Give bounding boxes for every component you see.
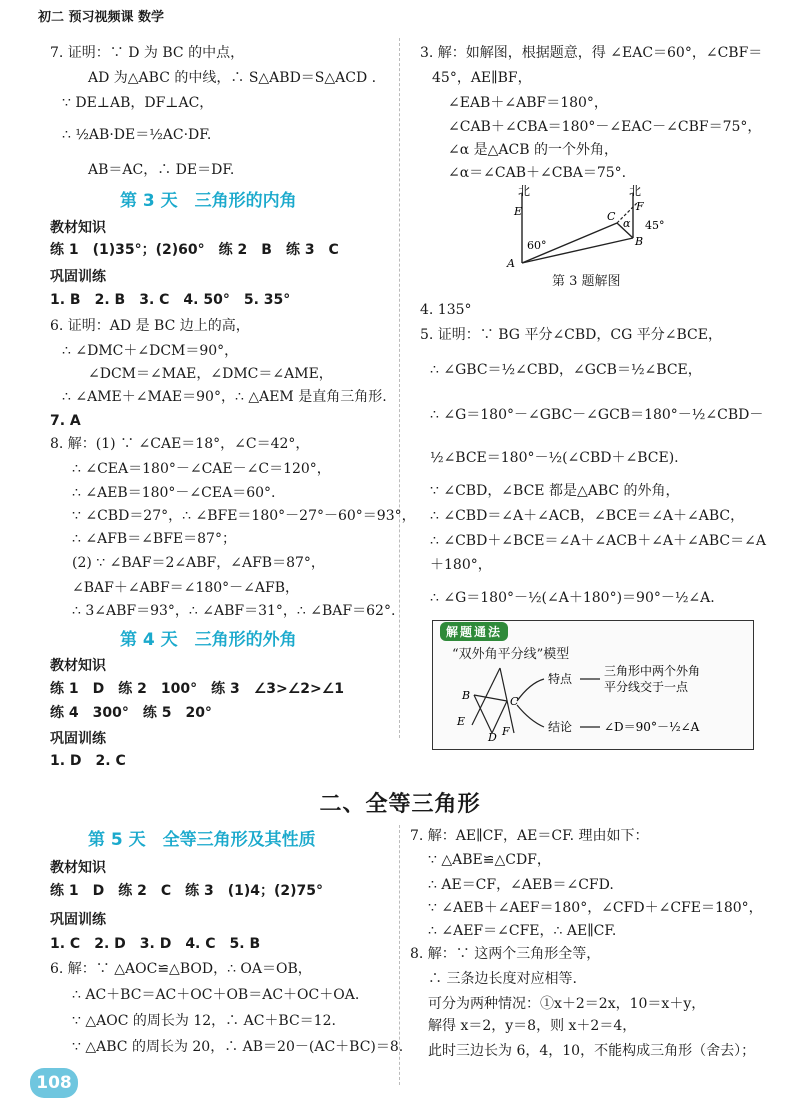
answer-line: ∠CAB＋∠CBA＝180°－∠EAC－∠CBF＝75°， [448, 119, 762, 135]
point-label: E [514, 205, 523, 218]
answer-line: ∵ ∠AEB＋∠AEF＝180°，∠CFD＋∠CFE＝180°， [428, 900, 763, 916]
tip-result: ∠D＝90°－½∠A [604, 720, 700, 734]
answer-line: ∴ ∠CEA＝180°－∠CAE－∠C＝120°， [72, 461, 331, 477]
method-tip-tag: 解题通法 [440, 622, 508, 641]
north-label: 北 [629, 185, 642, 198]
answer-line: ∴ ∠DMC＋∠DCM＝90°， [62, 343, 239, 359]
point-label: F [636, 200, 644, 213]
answer-line: 5. 证明：∵ BG 平分∠CBD，CG 平分∠BCE， [420, 327, 722, 343]
answer-line: ∵ ∠CBD，∠BCE 都是△ABC 的外角， [430, 483, 680, 499]
section-title-day3: 第 3 天 三角形的内角 [120, 191, 297, 211]
subheading: 教材知识 [50, 220, 106, 236]
answer-line: 练 1 (1)35°；(2)60° 练 2 B 练 3 C [50, 242, 339, 258]
point-label: B [462, 689, 471, 702]
answer-line: 4. 135° [420, 302, 472, 318]
answer-line: 45°，AE∥BF， [432, 70, 532, 86]
answer-line: 6. 证明：AD 是 BC 边上的高， [50, 318, 250, 334]
answer-line: 6. 解：∵ △AOC≌△BOD，∴ OA＝OB， [50, 961, 312, 977]
tip-figure [452, 663, 747, 743]
answer-line: ∴ ∠CBD＝∠A＋∠ACB，∠BCE＝∠A＋∠ABC， [430, 508, 745, 524]
answer-line: ∴ ∠AEF＝∠CFE，∴ AE∥CF. [428, 923, 617, 939]
tip-arrow [517, 679, 544, 701]
answer-line: 8. 解：∵ 这两个三角形全等， [410, 946, 601, 962]
answer-line: ∠BAF＋∠ABF＝∠180°－∠AFB， [72, 580, 299, 596]
tip-feature-label: 特点 [548, 672, 573, 686]
section-title-day5: 第 5 天 全等三角形及其性质 [88, 830, 316, 850]
page-number: 108 [30, 1068, 78, 1098]
tip-model: “双外角平分线”模型 [452, 647, 570, 662]
answer-line: 此时三边长为 6，4，10，不能构成三角形（舍去）； [428, 1043, 756, 1059]
point-label: A [507, 257, 515, 270]
answer-line: AD 为△ABC 的中线，∴ S△ABD＝S△ACD . [88, 70, 377, 86]
answer-line: ∴ ∠AEB＝180°－∠CEA＝60°. [72, 485, 276, 501]
answer-line: ∴ ½AB·DE＝½AC·DF. [62, 127, 212, 143]
north-label: 北 [518, 185, 531, 198]
point-label: D [488, 731, 497, 743]
answer-line: 练 1 D 练 2 C 练 3 (1)4；(2)75° [50, 883, 324, 899]
answer-line: ∴ AE＝CF，∠AEB＝∠CFD. [428, 877, 614, 893]
answer-line: ＋180°， [430, 557, 492, 573]
point-label: E [457, 715, 466, 728]
point-label: F [502, 725, 510, 738]
tip-feature-2: 平分线交于一点 [604, 680, 689, 694]
point-label: C [510, 695, 519, 708]
answer-line: ∴ ∠G＝180°－½(∠A＋180°)＝90°－½∠A. [430, 590, 715, 606]
answer-line: ∵ △ABC 的周长为 20，∴ AB＝20－(AC＋BC)＝8. [72, 1039, 404, 1055]
tip-arrow [517, 705, 544, 727]
answer-line: 7. 证明：∵ D 为 BC 的中点， [50, 45, 245, 61]
answer-line: ∠α＝∠CAB＋∠CBA＝75°. [448, 165, 627, 181]
subheading: 教材知识 [50, 658, 106, 674]
answer-line: 1. B 2. B 3. C 4. 50° 5. 35° [50, 292, 291, 308]
chapter-title: 二、全等三角形 [319, 792, 481, 817]
tip-line [474, 695, 492, 733]
tip-line [472, 668, 500, 725]
tip-line [474, 695, 507, 701]
answer-line: ∵ △AOC 的周长为 12，∴ AC＋BC＝12. [72, 1013, 336, 1029]
column-divider [399, 38, 400, 738]
answer-line: (2) ∵ ∠BAF＝2∠ABF，∠AFB＝87°， [72, 555, 325, 571]
subheading: 教材知识 [50, 860, 106, 876]
point-label: C [607, 210, 616, 223]
answer-line: ∴ 3∠ABF＝93°，∴ ∠ABF＝31°，∴ ∠BAF＝62°. [72, 603, 396, 619]
answer-line: 1. D 2. C [50, 753, 126, 769]
subheading: 巩固训练 [50, 912, 106, 928]
answer-line: 可分为两种情况：①x＋2＝2x，10＝x＋y， [428, 996, 706, 1012]
answer-line: ∴ ∠AME＋∠MAE＝90°，∴ △AEM 是直角三角形. [62, 389, 387, 405]
answer-line: ∴ ∠GBC＝½∠CBD，∠GCB＝½∠BCE， [430, 362, 702, 378]
section-title-day4: 第 4 天 三角形的外角 [120, 630, 297, 650]
answer-line: ∴ AC＋BC＝AC＋OC＋OB＝AC＋OC＋OA. [72, 987, 360, 1003]
angle-label: 45° [645, 219, 665, 232]
answer-line: ∵ △ABE≌△CDF， [428, 852, 551, 868]
answer-line: ∴ 三条边长度对应相等. [428, 971, 577, 987]
answer-line: 练 4 300° 练 5 20° [50, 705, 212, 721]
answer-line: ∴ ∠CBD＋∠BCE＝∠A＋∠ACB＋∠A＋∠ABC＝∠A [430, 533, 766, 549]
answer-line: ½∠BCE＝180°－½(∠CBD＋∠BCE). [430, 450, 679, 466]
answer-line: 练 1 D 练 2 100° 练 3 ∠3>∠2>∠1 [50, 681, 345, 697]
subheading: 巩固训练 [50, 731, 106, 747]
figure-caption: 第 3 题解图 [552, 274, 621, 289]
angle-label: α [623, 217, 631, 230]
answer-line: AB＝AC，∴ DE＝DF. [88, 162, 235, 178]
answer-line: 解得 x＝2，y＝8，则 x＋2＝4， [428, 1018, 637, 1034]
answer-line: 7. A [50, 413, 81, 429]
angle-label: 60° [527, 239, 547, 252]
answer-line: 3. 解：如解图，根据题意，得 ∠EAC＝60°，∠CBF＝ [420, 45, 763, 61]
point-label: B [635, 235, 644, 248]
answer-line: ∠EAB＋∠ABF＝180°， [448, 95, 608, 111]
tip-result-label: 结论 [548, 720, 573, 734]
answer-line: ∵ DE⊥AB，DF⊥AC， [62, 95, 214, 111]
problem3-figure [505, 185, 685, 270]
answer-line: ∴ ∠G＝180°－∠GBC－∠GCB＝180°－½∠CBD－ [430, 407, 764, 423]
answer-line: ∵ ∠CBD＝27°，∴ ∠BFE＝180°－27°－60°＝93°， [72, 508, 416, 524]
answer-line: ∴ ∠AFB＝∠BFE＝87°； [72, 531, 236, 547]
answer-line: ∠DCM＝∠MAE，∠DMC＝∠AME， [88, 366, 333, 382]
subheading: 巩固训练 [50, 269, 106, 285]
answer-line: 8. 解：(1) ∵ ∠CAE＝18°，∠C＝42°， [50, 436, 310, 452]
answer-line: 1. C 2. D 3. D 4. C 5. B [50, 936, 261, 952]
tip-feature: 三角形中两个外角 [604, 664, 701, 678]
page-header: 初二 预习视频课 数学 [38, 10, 165, 25]
answer-line: ∠α 是△ACB 的一个外角， [448, 142, 618, 158]
answer-line: 7. 解：AE∥CF，AE＝CF. 理由如下： [410, 828, 649, 844]
